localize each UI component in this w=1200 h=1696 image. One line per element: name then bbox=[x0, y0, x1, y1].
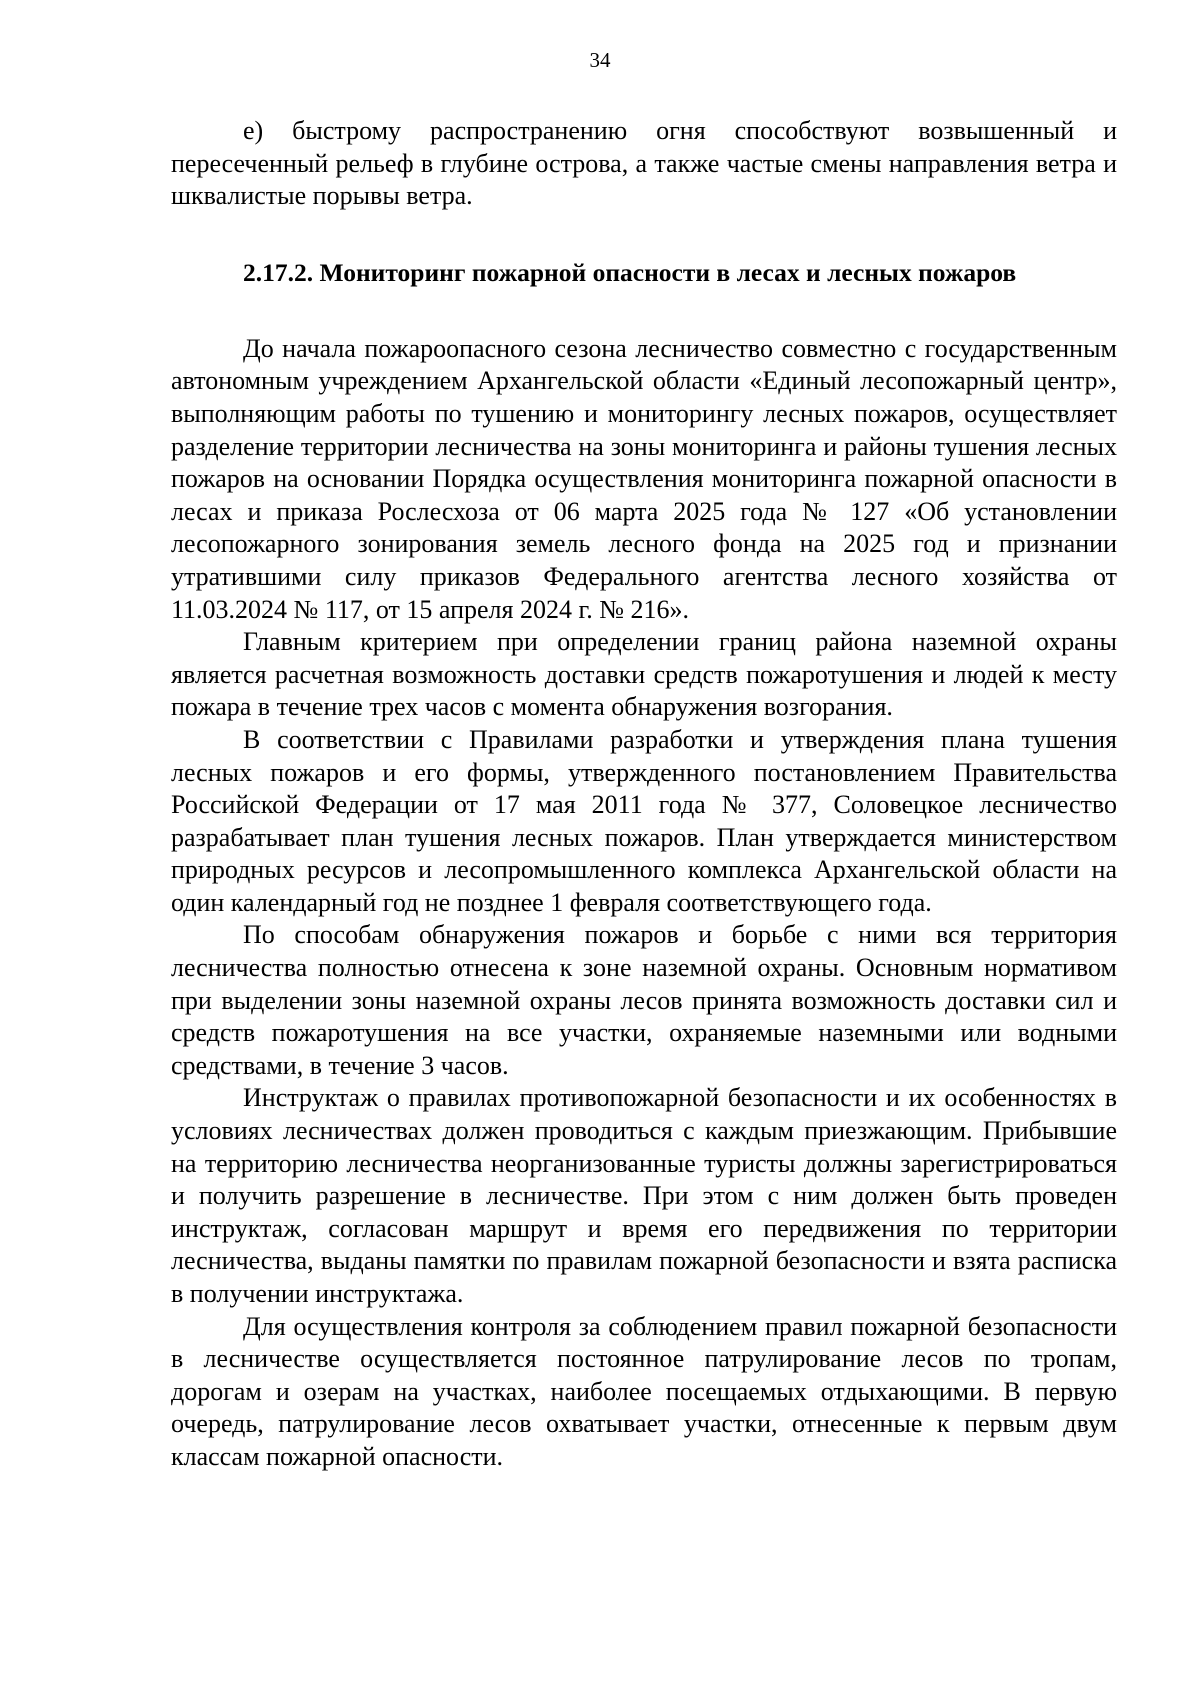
paragraph-criterion: Главным критерием при определении границ района наземной охраны является расчетная возможность доставки средств пожаротушения и людей к месту пожара в течение трех часов с момента обнаружения возгорания. bbox=[171, 627, 1117, 722]
page-content bbox=[171, 115, 1117, 1474]
paragraph-briefing: Инструктаж о правилах противопожарной безопасности и их особенностях в условиях лесничествах должен проводиться с каждым приезжающим. Прибывшие на территорию лесничества неорганизованные туристы должны зарегистрироваться и получить разрешение в лесничестве. При этом с ним должен быть проведен инструктаж, согласован маршрут и время его передвижения по территории лесничества, выданы памятки по правилам пожарной безопасности и взята расписка в получении инструктажа. bbox=[171, 1083, 1117, 1308]
paragraph-patrol: Для осуществления контроля за соблюдением правил пожарной безопасности в лесничестве осуществляется постоянное патрулирование лесов по тропам, дорогам и озерам на участках, наиболее посещаемых отдыхающими. В первую очередь, патрулирование лесов охватывает участки, отнесенные к первым двум классам пожарной опасности. bbox=[171, 1311, 1117, 1471]
paragraph-ground-protection: По способам обнаружения пожаров и борьбе с ними вся территория лесничества полностью отнесена к зоне наземной охраны. Основным нормативом при выделении зоны наземной охраны лесов принята возможность доставки сил и средств пожаротушения на все участки, охраняемые наземными или водными средствами, в течение 3 часов. bbox=[171, 920, 1117, 1080]
paragraph-plan: В соответствии с Правилами разработки и утверждения плана тушения лесных пожаров и его формы, утвержденного постановлением Правительства Российской Федерации от 17 мая 2011 года № 377, Соловецкое лесничество разрабатывает план тушения лесных пожаров. План утверждается министерством природных ресурсов и лесопромышленного комплекса Архангельской области на один календарный год не позднее 1 февраля соответствующего года. bbox=[171, 724, 1117, 917]
page-number: 34 bbox=[589, 48, 611, 72]
section-heading: 2.17.2. Мониторинг пожарной опасности в лесах и лесных пожаров bbox=[243, 257, 1017, 287]
paragraph-zoning: До начала пожароопасного сезона лесничество совместно с государственным автономным учреждением Архангельской области «Единый лесопожарный центр», выполняющим работы по тушению и мониторингу лесных пожаров, осуществляет разделение территории лесничества на зоны мониторинга и районы тушения лесных пожаров на основании Порядка осуществления мониторинга пожарной опасности в лесах и приказа Рослесхоза от 06 марта 2025 года № 127 «Об установлении лесопожарного зонирования земель лесного фонда на 2025 год и признании утратившими силу приказов Федерального агентства лесного хозяйства от 11.03.2024 № 117, от 15 апреля 2024 г. № 216». bbox=[171, 333, 1117, 624]
paragraph-terrain: е) быстрому распространению огня способствуют возвышенный и пересеченный рельеф в глубине острова, а также частые смены направления ветра и шквалистые порывы ветра. bbox=[171, 116, 1117, 211]
